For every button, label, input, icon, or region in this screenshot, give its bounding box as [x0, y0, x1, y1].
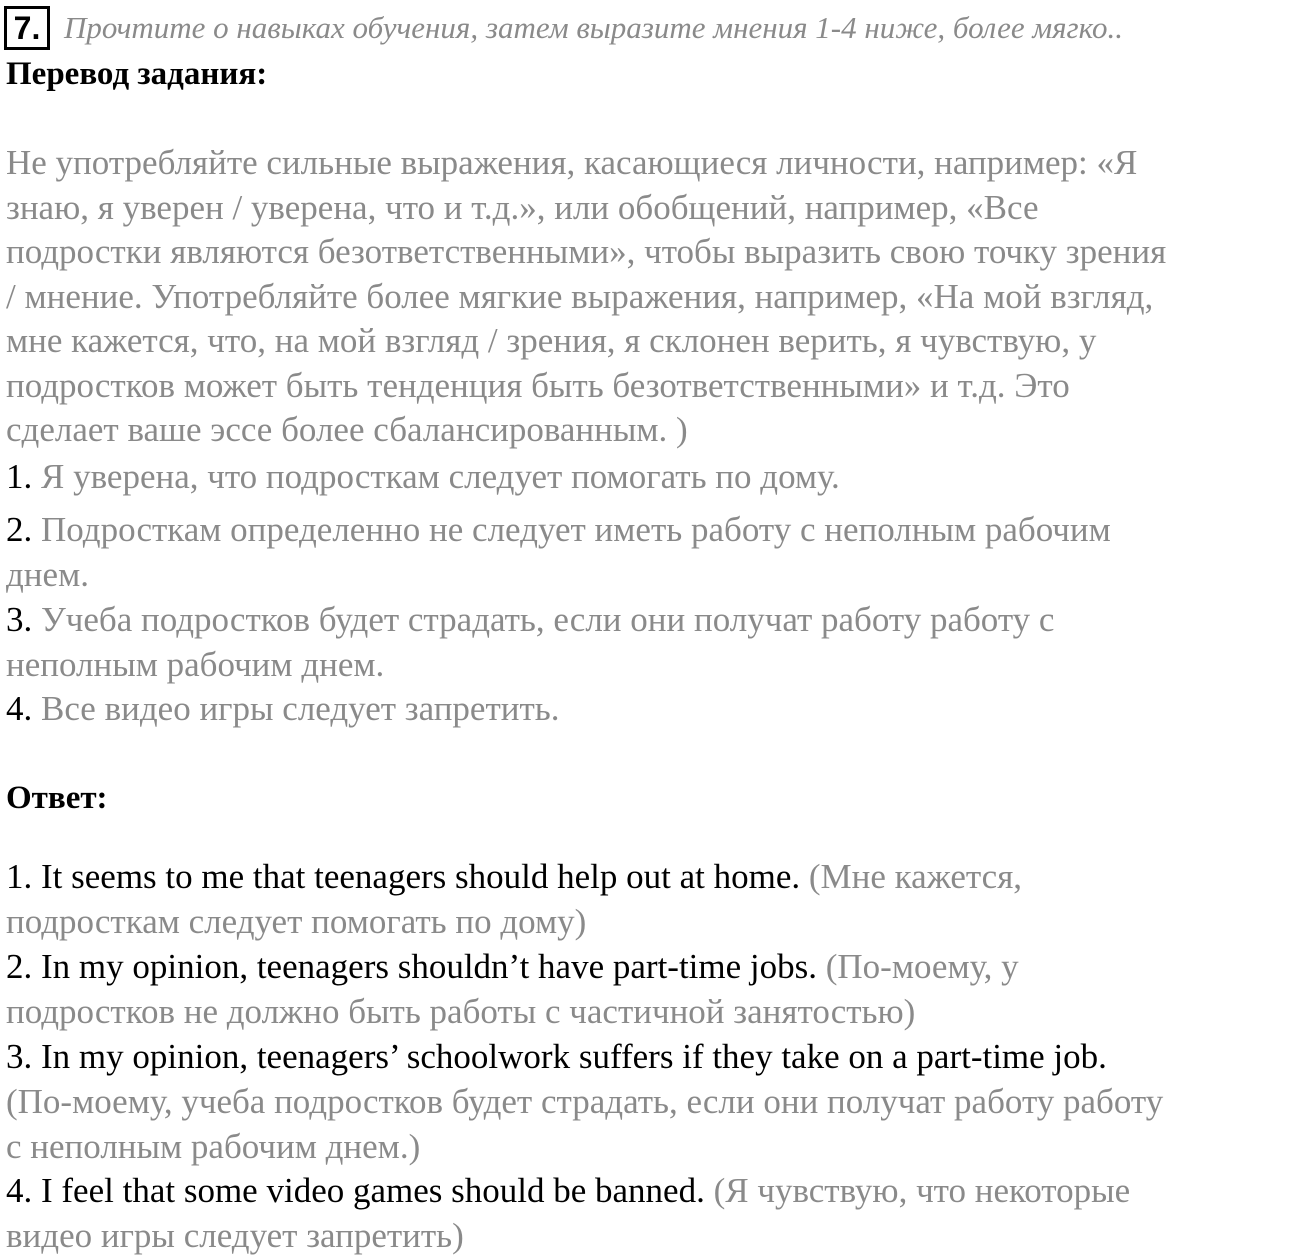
item-text-cont: неполным рабочим днем. — [6, 645, 385, 684]
item-text-cont: днем. — [6, 555, 89, 594]
item-text: Подросткам определенно не следует иметь работу с неполным рабочим — [41, 510, 1111, 549]
item-number: 3. — [6, 600, 33, 639]
task-header — [4, 6, 1123, 50]
translation-heading: Перевод задания: — [6, 56, 268, 92]
translation-item-3 — [6, 597, 1301, 687]
intro-line: Не употребляйте сильные выражения, касающиеся личности, например: «Я — [6, 143, 1138, 182]
item-number: 1. — [6, 457, 33, 496]
answer-english: 3. In my opinion, teenagers’ schoolwork suffers if they take on a part-time job. — [6, 1037, 1107, 1076]
answer-russian: (По-моему, у — [817, 947, 1019, 986]
answer-russian-cont: с неполным рабочим днем.) — [6, 1127, 421, 1166]
translation-intro — [6, 141, 1301, 453]
answer-english: 1. It seems to me that teenagers should help out at home. — [6, 857, 801, 896]
translation-item-2 — [6, 507, 1301, 597]
intro-line: / мнение. Употребляйте более мягкие выражения, например, «На мой взгляд, — [6, 276, 1154, 316]
answer-russian: (Мне кажется, — [800, 857, 1023, 896]
item-number: 4. — [6, 689, 33, 728]
answer-item-1 — [6, 854, 1301, 944]
answer-heading: Ответ: — [6, 780, 108, 816]
answer-russian: (Я чувствую, что некоторые — [704, 1171, 1131, 1210]
answer-russian-cont: подросткам следует помогать по дому) — [6, 902, 587, 941]
item-number: 2. — [6, 510, 33, 549]
intro-line: сделает ваше эссе более сбалансированным. ) — [6, 410, 688, 449]
intro-line: подростков может быть тенденция быть безответственными» и т.д. Это — [6, 365, 1070, 405]
intro-line: мне кажется, что, на мой взгляд / зрения, я склонен верить, я чувствую, у — [6, 321, 1097, 360]
answer-russian-cont: подростков не должно быть работы с частичной занятостью) — [6, 992, 916, 1031]
intro-line: знаю, я уверен / уверена, что и т.д.», или обобщений, например, «Все — [6, 187, 1039, 227]
answer-english: 4. I feel that some video games should be banned. — [6, 1171, 705, 1210]
answer-russian-cont: (По-моему, учеба подростков будет страдать, если они получат работу работу — [6, 1082, 1164, 1121]
translation-item-1 — [6, 454, 1301, 499]
translation-item-4 — [6, 686, 1301, 731]
answer-item-2 — [6, 944, 1301, 1034]
task-number-box: 7. — [4, 6, 50, 50]
answer-item-4 — [6, 1168, 1301, 1258]
answer-english: 2. In my opinion, teenagers shouldn’t have part-time jobs. — [6, 947, 817, 986]
item-text: Учеба подростков будет страдать, если они получат работу работу с — [41, 600, 1055, 639]
item-text: Я уверена, что подросткам следует помогать по дому. — [41, 457, 840, 496]
answer-item-3 — [6, 1034, 1301, 1169]
answer-russian-cont: видео игры следует запретить) — [6, 1216, 464, 1255]
intro-line: подростки являются безответственными», чтобы выразить свою точку зрения — [6, 232, 1167, 271]
task-instruction: Прочтите о навыках обучения, затем выразите мнения 1-4 ниже, более мягко.. — [64, 10, 1123, 45]
item-text: Все видео игры следует запретить. — [41, 689, 560, 728]
